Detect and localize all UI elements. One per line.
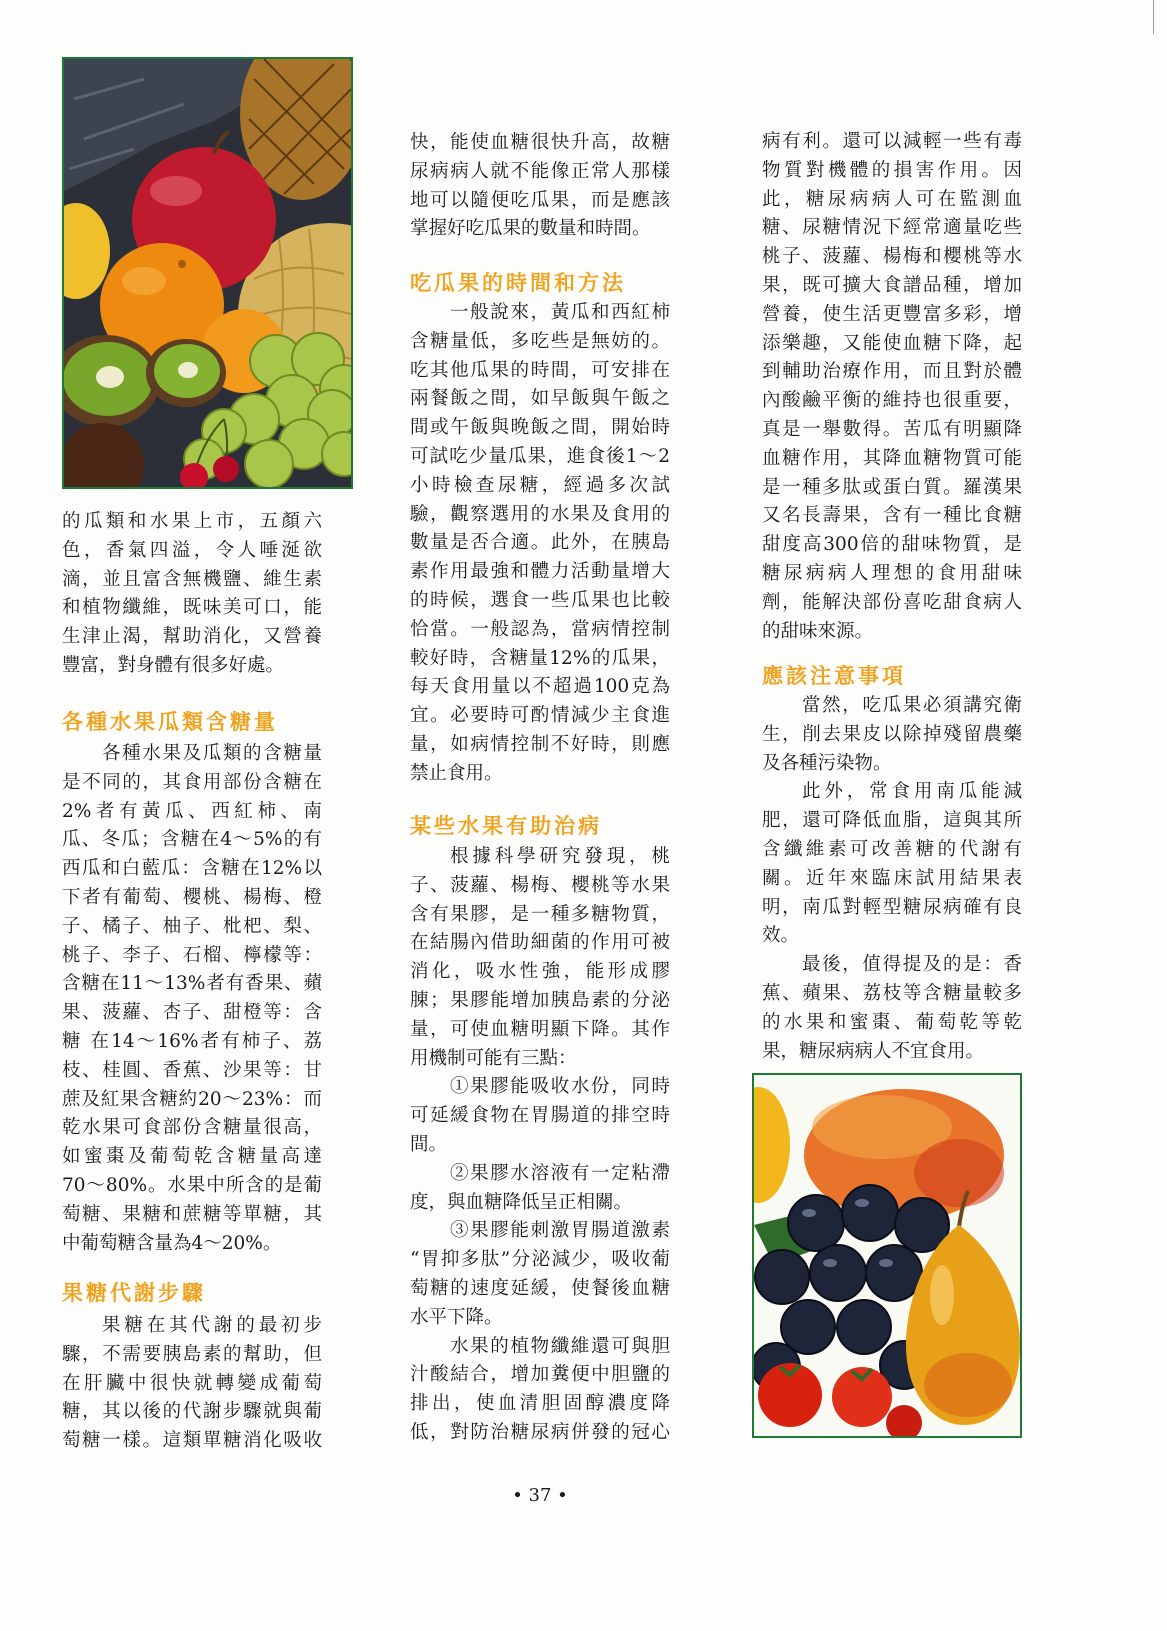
col2-intro-text — [410, 129, 670, 244]
text-line: 2%者有黃瓜、西紅柿、南 — [62, 800, 322, 822]
text-line: 果，糖尿病病人不宜食用。 — [762, 1040, 985, 1062]
text-line: 桃子、李子、石榴、檸檬等： — [62, 944, 322, 966]
fruit-photo-bottom — [752, 1073, 1022, 1438]
text-line: 甜度高300倍的甜味物質，是 — [762, 534, 1022, 556]
text-line: 果，既可擴大食譜品種，增加 — [762, 274, 1022, 296]
text-line: 可延緩食物在胃腸道的排空時 — [410, 1105, 670, 1127]
text-line: 快，能使血糖很快升高，故糖 — [410, 132, 670, 153]
tomato — [832, 1367, 892, 1427]
text-line: 蔗及紅果含糖約20～23%：而 — [62, 1088, 322, 1110]
text-line: 掌握好吃瓜果的數量和時間。 — [410, 218, 651, 240]
text-line: 的水果和蜜棗、葡萄乾等乾 — [762, 1011, 1022, 1033]
text-line: 間或午飯與晚飯之間，開始時 — [410, 417, 670, 439]
text-line: 明，南瓜對輕型糖尿病確有良 — [762, 896, 1022, 918]
text-line: 在結腸內借助細菌的作用可被 — [410, 932, 670, 954]
heading-precautions: 應該注意事項 — [762, 664, 906, 688]
paragraph — [410, 1217, 670, 1332]
paragraph — [410, 1333, 670, 1448]
text-line: 度，與血糖降低呈正相關。 — [410, 1191, 633, 1213]
text-line: 一般說來，黃瓜和西紅柿 — [450, 302, 670, 323]
text-line: ①果膠能吸收水份，同時 — [450, 1076, 670, 1098]
text-line: 是一種多肽或蛋白質。羅漢果 — [762, 476, 1022, 498]
grape — [842, 1185, 898, 1241]
text-line: 及各種污染物。 — [762, 752, 892, 774]
grape — [810, 1245, 866, 1301]
text-line: 枝、桂圓、香蕉、沙果等：甘 — [62, 1059, 322, 1081]
text-line: 糖、尿糖情況下經常適量吃些 — [762, 217, 1022, 239]
heading-eating-time: 吃瓜果的時間和方法 — [410, 271, 626, 295]
grape — [866, 1245, 922, 1301]
text-line: 血糖作用，其降血糖物質可能 — [762, 447, 1022, 469]
text-line: 尿病病人就不能像正常人那樣 — [410, 160, 670, 182]
text-line: 乾水果可食部份含糖量很高， — [62, 1117, 322, 1139]
text-line: 量，如病情控制不好時，則應 — [410, 733, 670, 755]
text-line: 糖 在14～16%者有柿子、荔 — [62, 1030, 322, 1052]
text-line: 驟，不需要胰島素的幫助，但 — [62, 1343, 322, 1365]
text-line: 劑，能解決部份喜吃甜食病人 — [762, 591, 1022, 613]
text-line: 真是一舉數得。苦瓜有明顯降 — [762, 418, 1022, 440]
mango-blush — [914, 1139, 1004, 1207]
text-line: 生津止渴，幫助消化，又營養 — [62, 626, 322, 648]
wax-apple-blush — [924, 1353, 1012, 1417]
text-line: 中葡萄糖含量為4～20%。 — [62, 1232, 282, 1254]
text-line: 量，可使血糖明顯下降。其作 — [410, 1018, 670, 1040]
text-line: 含纖維素可改善糖的代謝有 — [762, 838, 1022, 860]
paragraph — [410, 843, 670, 1073]
text-line: 果、菠蘿、杏子、甜橙等：含 — [62, 1002, 322, 1024]
text-line: 水果的植物纖維還可與胆 — [450, 1335, 670, 1357]
text-line: 當然，吃瓜果必須講究衛 — [802, 695, 1022, 716]
scan-crop-mark — [1153, 0, 1154, 34]
text-line: 子、菠蘿、楊梅、櫻桃等水果 — [410, 874, 670, 896]
text-line: 兩餐飯之間，如早飯與午飯之 — [410, 388, 670, 410]
text-line: 生，削去果皮以除掉殘留農藥 — [762, 723, 1022, 745]
text-line: 數量是否合適。此外，在胰島 — [410, 532, 670, 554]
col2-therapy-text — [410, 843, 670, 1448]
text-line: 和植物纖維，既味美可口，能 — [62, 597, 322, 619]
text-line: 如蜜棗及葡萄乾含糖量高達 — [62, 1146, 322, 1168]
text-line: 子、橘子、柚子、枇杷、梨、 — [62, 915, 322, 937]
grape-highlight — [879, 1259, 893, 1267]
paragraph — [762, 692, 1022, 778]
text-line: 西瓜和白藍瓜：含糖在12%以 — [62, 858, 322, 880]
text-line: 添樂趣，又能使血糖下降，起 — [762, 332, 1022, 354]
text-line: 又名長壽果，含有一種比食糖 — [762, 505, 1022, 527]
grape-highlight — [823, 1259, 837, 1267]
text-line: 的時候，選食一些瓜果也比較 — [410, 589, 670, 611]
col1-sugar-text — [62, 740, 322, 1258]
text-line: 桃子、菠蘿、楊梅和櫻桃等水 — [762, 246, 1022, 268]
text-line: 間。 — [410, 1133, 448, 1155]
text-line: 消化，吸水性強，能形成膠 — [410, 961, 670, 983]
text-line: 含糖量低，多吃些是無妨的。 — [410, 330, 670, 352]
heading-fructose-metabolism: 果糖代謝步驟 — [62, 1281, 206, 1305]
paragraph — [62, 740, 322, 1258]
text-line: 糖，其以後的代謝步驟就與葡 — [62, 1401, 322, 1423]
paragraph — [410, 299, 670, 789]
text-line: 此，糖尿病病人可在監測血 — [762, 188, 1022, 210]
text-line: 營養，使生活更豐富多彩，增 — [762, 303, 1022, 325]
text-line: 萄糖的速度延緩，使餐後血糖 — [410, 1277, 670, 1299]
text-line: 較好時，含糖量12%的瓜果， — [410, 647, 670, 669]
text-line: 可試吃少量瓜果，進食後1～2 — [410, 445, 670, 467]
text-line: ②果膠水溶液有一定粘滯 — [450, 1162, 670, 1184]
text-line: 色，香氣四溢，令人唾涎欲 — [62, 539, 322, 561]
text-line: 吃其他瓜果的時間，可安排在 — [410, 359, 670, 381]
text-line: 果糖在其代謝的最初步 — [102, 1315, 322, 1336]
text-line: 含糖在11～13%者有香果、蘋 — [62, 973, 322, 995]
paragraph — [762, 128, 1022, 646]
column-1 — [62, 0, 322, 1631]
heading-fruit-therapy: 某些水果有助治病 — [410, 814, 602, 838]
text-line: 腖；果膠能增加胰島素的分泌 — [410, 989, 670, 1011]
text-line: 此外，常食用南瓜能減 — [802, 781, 1022, 803]
text-line: 素作用最強和體力活動量增大 — [410, 561, 670, 583]
text-line: 各種水果及瓜類的含糖量 — [102, 743, 322, 764]
paragraph — [410, 1160, 670, 1218]
col1-metabolism-text — [62, 1312, 322, 1456]
text-line: 驗，觀察選用的水果及食用的 — [410, 503, 670, 525]
text-line: 水平下降。 — [410, 1306, 503, 1328]
text-line: 到輔助治療作用，而且對於體 — [762, 361, 1022, 383]
text-line: 病有利。還可以減輕一些有毒 — [762, 131, 1022, 152]
text-line: 是不同的，其食用部份含糖在 — [62, 771, 322, 793]
column-2 — [410, 0, 670, 1631]
grape — [755, 1250, 809, 1304]
col1-intro-text — [62, 508, 322, 681]
text-line: 瓜、冬瓜；含糖在4～5%的有 — [62, 829, 322, 851]
text-line: 在肝臟中很快就轉變成葡萄 — [62, 1372, 322, 1394]
text-line: 含有果膠，是一種多糖物質， — [410, 903, 670, 925]
text-line: 禁止食用。 — [410, 762, 503, 784]
page-number: • 37 • — [512, 1485, 568, 1506]
wax-apple-highlight — [930, 1265, 954, 1325]
text-line: 低，對防治糖尿病併發的冠心 — [410, 1421, 670, 1443]
text-line: 效。 — [762, 925, 800, 947]
heading-sugar-content: 各種水果瓜類含糖量 — [62, 710, 278, 734]
text-line: 最後，值得提及的是：香 — [802, 954, 1022, 976]
text-line: “胃抑多肽”分泌減少，吸收葡 — [410, 1249, 670, 1271]
text-line: ③果膠能刺激胃腸道激素 — [450, 1220, 670, 1242]
grape — [788, 1195, 844, 1251]
paragraph — [410, 1073, 670, 1159]
fruit-photo-bottom-graphic — [754, 1075, 1020, 1436]
text-line: 根據科學研究發現，桃 — [450, 846, 670, 867]
text-line: 內酸鹼平衡的維持也很重要， — [762, 390, 1022, 412]
text-line: 萄糖一樣。這類單糖消化吸收 — [62, 1430, 322, 1452]
paragraph — [62, 1312, 322, 1456]
text-line: 的甜味來源。 — [762, 620, 874, 642]
text-line: 每天食用量以不超過100克為 — [410, 676, 670, 698]
text-line: 下者有葡萄、櫻桃、楊梅、橙 — [62, 886, 322, 908]
text-line: 豐富，對身體有很多好處。 — [62, 654, 285, 676]
text-line: 糖尿病病人理想的食用甜味 — [762, 562, 1022, 584]
grape — [837, 1300, 891, 1354]
paragraph — [762, 951, 1022, 1066]
text-line: 關。近年來臨床試用結果表 — [762, 867, 1022, 889]
text-line: 小時檢查尿糖，經過多次試 — [410, 474, 670, 496]
text-line: 排出，使血清胆固醇濃度降 — [410, 1393, 670, 1415]
grape-highlight — [855, 1199, 869, 1207]
text-line: 汁酸結合，增加糞便中胆鹽的 — [410, 1364, 670, 1386]
text-line: 萄糖、果糖和蔗糖等單糖，其 — [62, 1203, 322, 1225]
text-line: 用機制可能有三點： — [410, 1047, 577, 1069]
text-line: 宜。必要時可酌情減少主食進 — [410, 705, 670, 727]
grape-highlight — [802, 1209, 816, 1217]
text-line: 70～80%。水果中所含的是葡 — [62, 1174, 322, 1196]
col2-timing-text — [410, 299, 670, 789]
text-line: 恰當。一般認為，當病情控制 — [410, 618, 670, 640]
text-line: 蕉、蘋果、荔枝等含糖量較多 — [762, 982, 1022, 1004]
paragraph — [410, 129, 670, 244]
text-line: 的瓜類和水果上市，五顏六 — [62, 511, 322, 532]
paragraph — [62, 508, 322, 681]
paragraph — [762, 778, 1022, 951]
text-line: 地可以隨便吃瓜果，而是應該 — [410, 189, 670, 211]
text-line: 物質對機體的損害作用。因 — [762, 159, 1022, 181]
col3-notes-text — [762, 692, 1022, 1066]
text-line: 滴，並且富含無機鹽、維生素 — [62, 568, 322, 590]
text-line: 肥，還可降低血脂，這與其所 — [762, 810, 1022, 832]
col3-intro-text — [762, 128, 1022, 646]
